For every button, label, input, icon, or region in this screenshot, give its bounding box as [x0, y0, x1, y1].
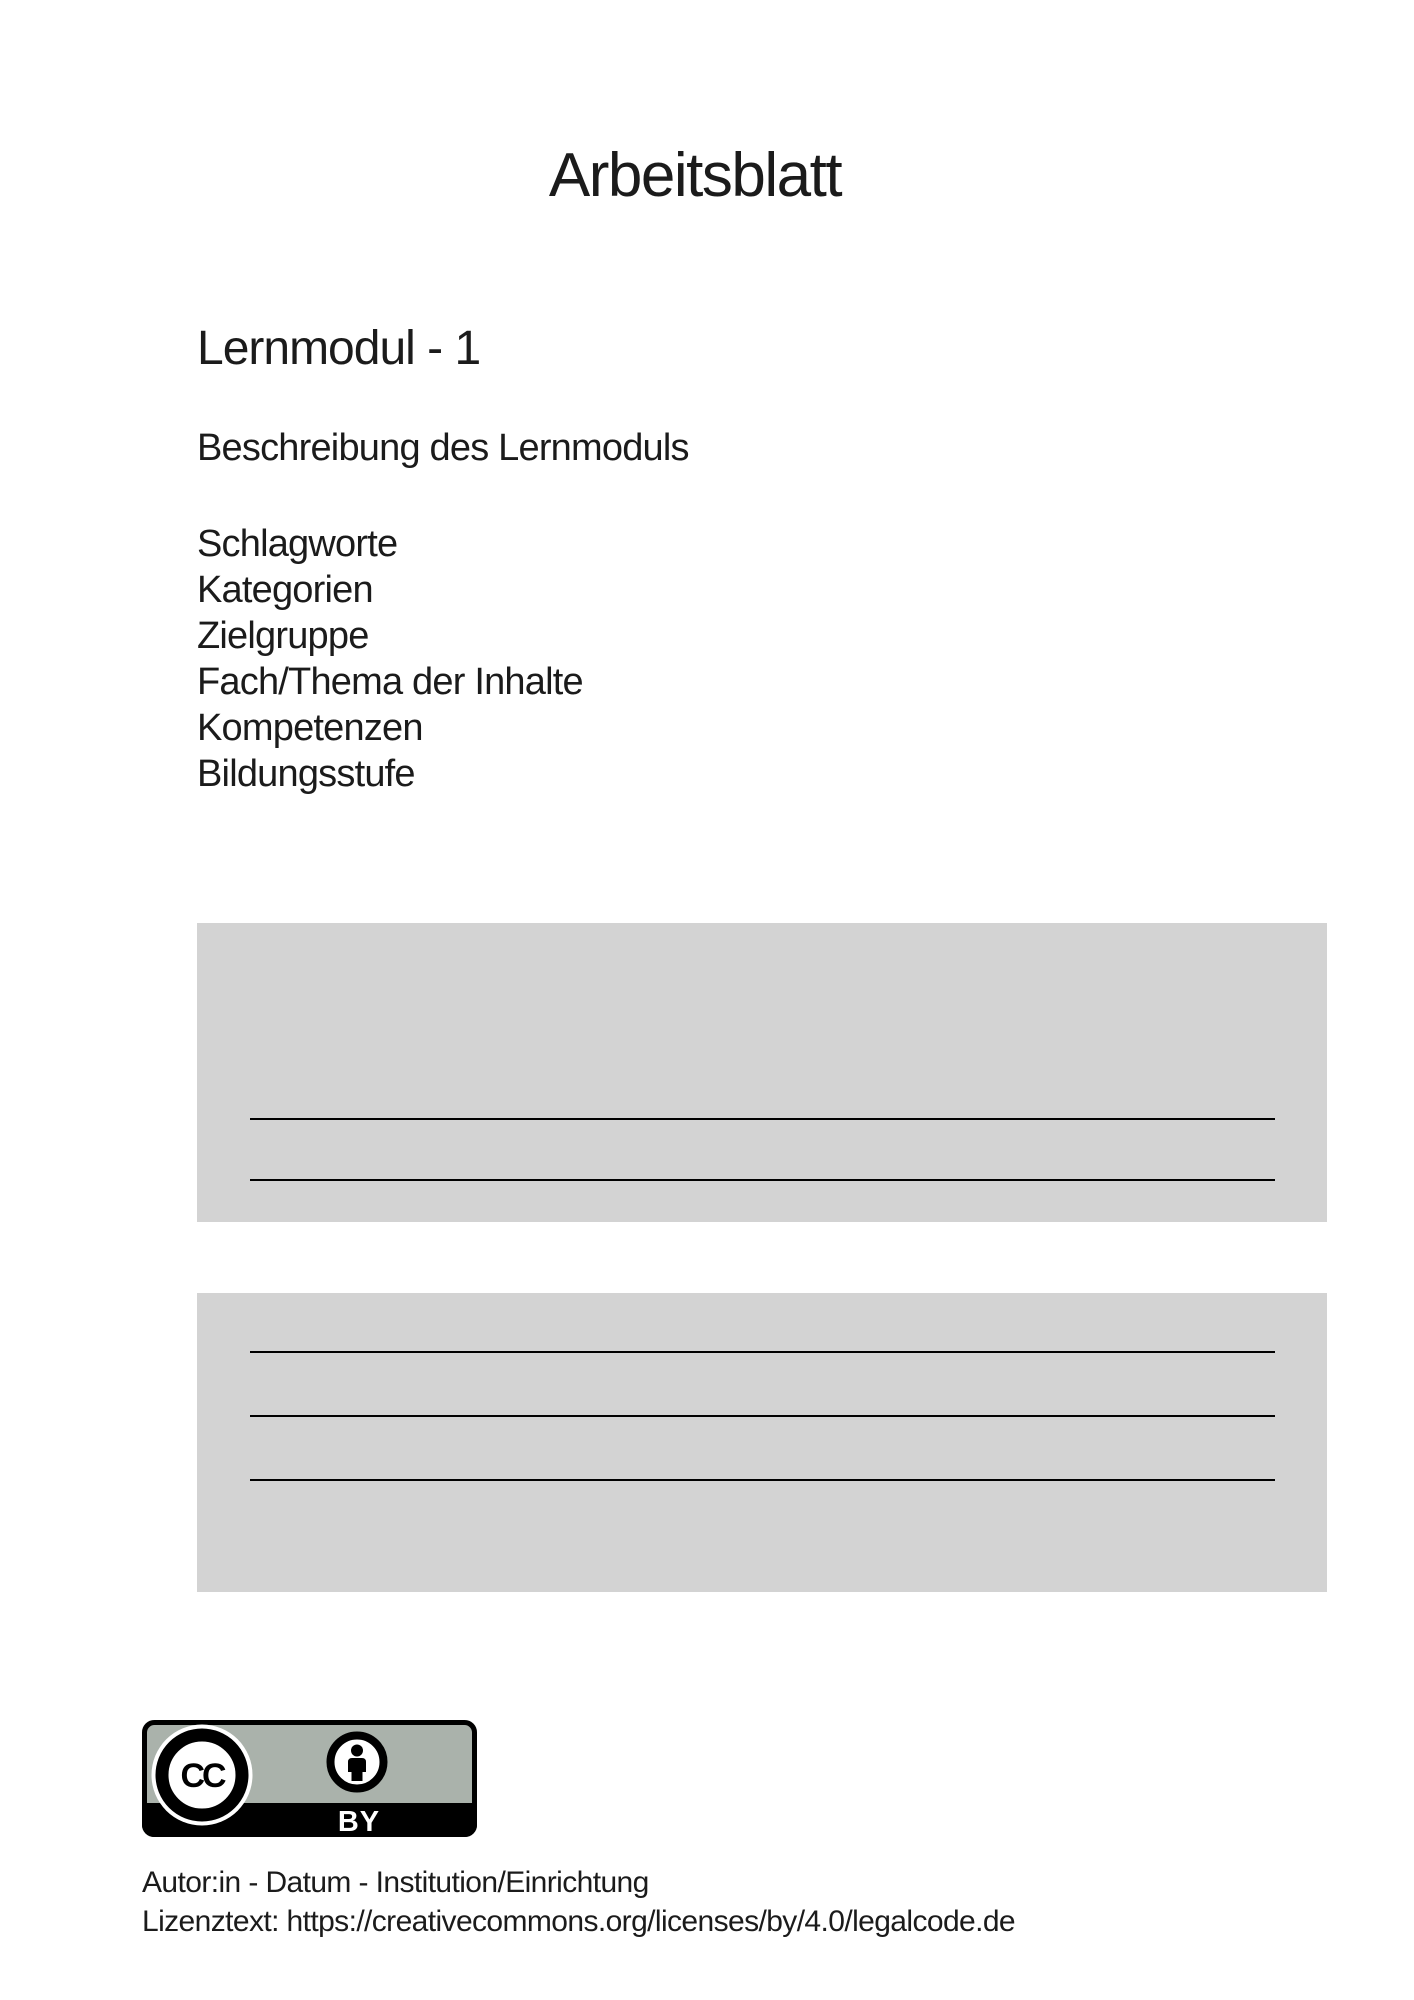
svg-text:CC: CC [180, 1757, 224, 1795]
cc-logo-icon [152, 1725, 253, 1826]
cc-by-badge-graphic [142, 1720, 477, 1837]
answer-box-2 [197, 1293, 1327, 1592]
write-line [250, 1479, 1275, 1481]
metadata-field-zielgruppe: Zielgruppe [197, 615, 369, 657]
answer-box-1 [197, 923, 1327, 1222]
metadata-field-list [197, 521, 583, 797]
document-footer [142, 1863, 1015, 1941]
page-title: Arbeitsblatt [548, 141, 842, 210]
metadata-field-kategorien: Kategorien [197, 569, 373, 611]
metadata-field-bildungsstufe: Bildungsstufe [197, 753, 415, 795]
badge-by-label: BY [337, 1806, 381, 1837]
metadata-field-schlagworte: Schlagworte [197, 523, 398, 565]
write-line [250, 1415, 1275, 1417]
person-icon [331, 1736, 384, 1789]
write-line [250, 1118, 1275, 1120]
write-line [250, 1179, 1275, 1181]
write-line [250, 1351, 1275, 1353]
module-heading: Lernmodul - 1 [197, 322, 481, 375]
cc-by-license-badge [142, 1720, 477, 1837]
metadata-field-fach-thema: Fach/Thema der Inhalte [197, 661, 583, 703]
metadata-field-kompetenzen: Kompetenzen [197, 707, 423, 749]
module-description: Beschreibung des Lernmoduls [197, 427, 689, 469]
author-line: Autor:in - Datum - Institution/Einrichtung [142, 1866, 649, 1899]
license-text-line: Lizenztext: https://creativecommons.org/licenses/by/4.0/legalcode.de [142, 1905, 1016, 1938]
